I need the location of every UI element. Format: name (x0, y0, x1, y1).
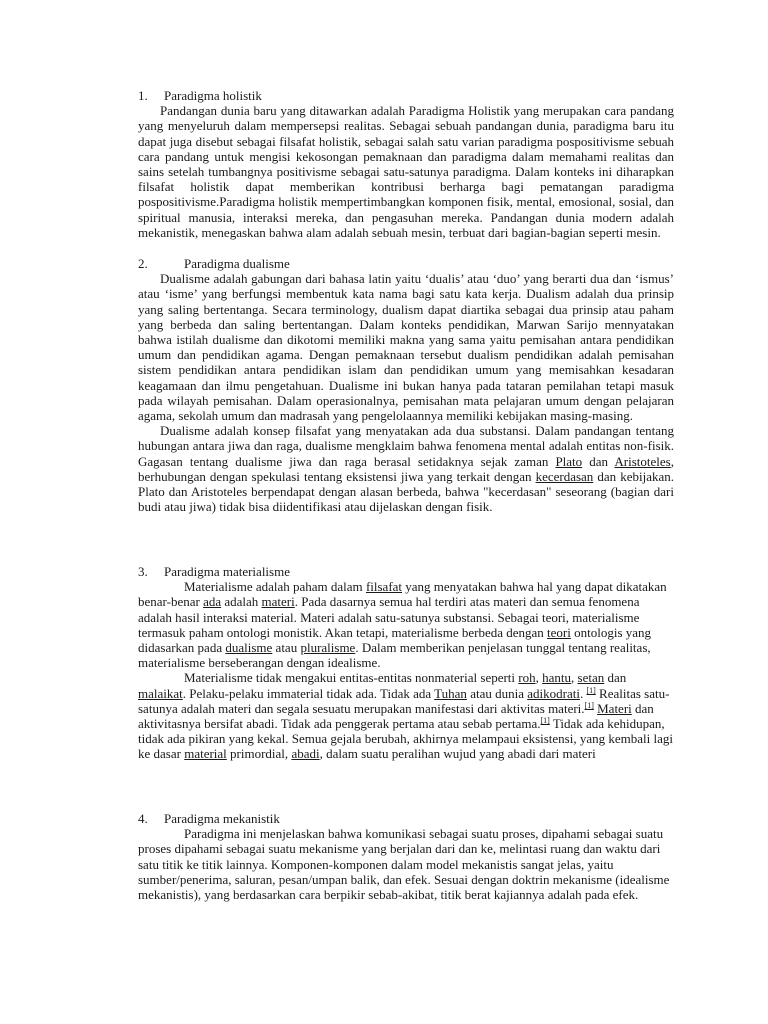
section-title: Paradigma mekanistik (164, 811, 280, 826)
link-ada[interactable]: ada (203, 594, 222, 610)
text-run: dan kebijakan. Plato dan Aristoteles berpendapat dengan alasan berbeda, bahwa "kecerdasan" seseorang (bagian dari budi atau jiwa) tidak bisa diidentifikasi atau dijelaskan dengan fisik. (138, 468, 674, 515)
section-title: Paradigma materialisme (164, 564, 290, 579)
section-heading (138, 564, 674, 579)
section-number: 2. (138, 256, 148, 271)
footnote-ref[interactable]: [1] (586, 685, 596, 695)
text-run: primordial, (226, 746, 292, 762)
text-run: Tidak ada kehidupan, tidak ada pikiran yang kekal. Semua gejala berubah, akhirnya melampaui eksistensi, yang kembali lagi ke dasar (138, 716, 673, 762)
text-run: dan (604, 670, 627, 686)
text-run: . Dalam memberikan penjelasan tunggal tentang realitas, materialisme berseberangan dengan idealisme. (138, 640, 651, 671)
text-run: Materialisme adalah paham dalam (184, 579, 366, 595)
text-run: . (579, 685, 587, 701)
text-run: adalah (221, 594, 262, 610)
section-heading (138, 811, 674, 826)
text-run: dan (582, 453, 615, 469)
footnote-ref[interactable]: [1] (584, 700, 594, 710)
footnote-ref[interactable]: [1] (540, 716, 550, 726)
section-title: Paradigma dualisme (184, 256, 290, 271)
text-run: Materialisme tidak mengakui entitas-entitas nonmaterial seperti (184, 670, 519, 686)
link-material[interactable]: material (184, 746, 227, 762)
paragraph: Paradigma ini menjelaskan bahwa komunikasi sebagai suatu proses, dipahami sebagai suatu proses dipahami sebagai suatu mekanisme yang berjalan dari dan ke, melintasi ruang dan waktu dari satu titik ke titik lainnya. Komponen-komponen dalam model mekanistis sangat jelas, yaitu sumber/penerima, saluran, pesan/umpan balik, dan efek. Sesuai dengan doktrin mekanisme (idealisme mekanistis), yang berdasarkan cara berpikir sebab-akibat, titik berat kajiannya adalah pada efek. (138, 826, 670, 903)
section-paradigma-dualisme (138, 256, 674, 514)
section-paradigma-materialisme (138, 564, 674, 762)
section-paradigma-holistik (138, 88, 674, 240)
section-title: Paradigma holistik (164, 88, 262, 103)
section-heading (138, 256, 674, 271)
link-roh[interactable]: roh (518, 670, 536, 686)
link-pluralisme[interactable]: pluralisme (300, 640, 356, 656)
text-run: dan aktivitasnya bersifat abadi. Tidak ada penggerak pertama atau sebab pertama. (138, 700, 654, 732)
link-filsafat[interactable]: filsafat (365, 579, 403, 595)
paragraph (138, 423, 674, 514)
link-malaikat[interactable]: malaikat (138, 685, 183, 701)
link-dualisme[interactable]: dualisme (225, 640, 273, 656)
link-setan[interactable]: setan (577, 670, 605, 686)
link-plato[interactable]: Plato (555, 453, 583, 469)
paragraph (138, 670, 674, 761)
section-number: 1. (138, 88, 148, 103)
link-aristoteles[interactable]: Aristoteles (614, 453, 671, 469)
text-run: atau dunia (466, 685, 528, 701)
text-run: , (571, 670, 578, 686)
text-run: . Pelaku-pelaku immaterial tidak ada. Tidak ada (182, 685, 435, 701)
link-tuhan[interactable]: Tuhan (434, 685, 467, 701)
paragraph: Pandangan dunia baru yang ditawarkan adalah Paradigma Holistik yang merupakan cara pandang yang menyeluruh dalam mempersepsi realitas. Sebagai sebuah pandangan dunia, paradigma baru itu dapat juga disebut sebagai filsafat holistik, sebagai salah satu varian paradigma pospositivisme sebuah cara pandang untuk mengisi kekosongan pemaknaan dan paradigma dalam memahami realitas dan sains setelah tumbangnya positivisme sebagai satu-satunya paradigma. Dalam konteks ini diharapkan filsafat holistik dapat memberikan kontribusi berharga bagi pematangan paradigma pospositivisme.Paradigma holistik mempertimbangkan komponen fisik, mental, emosional, sosial, dan spiritual manusia, interaksi mereka, dan pengasuhan mereka. Pandangan dunia modern adalah mekanistik, menegaskan bahwa alam adalah sebuah mesin, terbuat dari bagian-bagian seperti mesin. (138, 103, 674, 240)
text-run: Realitas satu-satunya adalah materi dan segala sesuatu merupakan manifestasi dari aktivitas materi. (138, 685, 670, 716)
link-adikodrati[interactable]: adikodrati (527, 685, 580, 701)
text-run: ontologis yang didasarkan pada (138, 624, 652, 656)
paragraph: Dualisme adalah gabungan dari bahasa latin yaitu ‘dualis’ atau ‘duo’ yang berarti dua dan ‘ismus’ atau ‘isme’ yang berfungsi membentuk kata nama bagi satu kata kerja. Dualism adalah dua prinsip yang saling bertentanga. Secara terminology, dualism dapat diartika sebagai dua prinsip atau paham yang berbeda dan saling bertentangan. Dalam konteks pendidikan, Marwan Sarijo mennyatakan bahwa istilah dualisme dan dikotomi memiliki makna yang sama yaitu pemisahan antara pendidikan umum dan pendidikan agama. Dengan pemaknaan tersebut dualism pendidikan adalah pemisahan sistem pendidikan antara pendidikan islam dan pendidikan umum yang memisahkan kesadaran keagamaan dan ilmu pengetahuan. Dualisme ini bukan hanya pada tataran pemilahan tetapi masuk pada wilayah pemisahan. Dalam operasionalnya, pemisahan mata pelajaran umum dengan pelajaran agama, sekolah umum dan madrasah yang pengelolaannya memiliki kebijakan masing-masing. (138, 271, 674, 424)
section-heading (138, 88, 674, 103)
text-run: , dalam suatu peralihan wujud yang abadi dari materi (319, 746, 596, 762)
link-hantu[interactable]: hantu (542, 670, 572, 686)
text-run: atau (272, 640, 301, 656)
section-number: 4. (138, 811, 148, 826)
link-abadi[interactable]: abadi (291, 746, 320, 762)
section-paradigma-mekanistik (138, 811, 674, 902)
text-run: , berhubungan dengan spekulasi tentang eksistensi jiwa yang terkait dengan (138, 453, 674, 484)
link-teori[interactable]: teori (547, 624, 571, 640)
link-materi-2[interactable]: Materi (597, 700, 632, 716)
link-materi[interactable]: materi (261, 594, 295, 610)
paragraph (138, 579, 674, 670)
text-run: Dualisme adalah konsep filsafat yang menyatakan ada dua substansi. Dalam pandangan tentang hubungan antara jiwa dan raga, dualisme mengklaim bahwa fenomena mental adalah entitas non-fisik. Gagasan tentang dualisme jiwa dan raga berasal setidaknya sejak zaman (138, 423, 674, 469)
text-run: yang menyatakan bahwa hal yang dapat dikatakan benar-benar (138, 579, 667, 610)
link-kecerdasan[interactable]: kecerdasan (535, 468, 594, 484)
section-number: 3. (138, 564, 148, 579)
text-run: . Pada dasarnya semua hal terdiri atas materi dan semua fenomena adalah hasil interaksi material. Materi adalah satu-satunya substansi. Sebagai teori, materialisme termasuk paham ontologi monistik. Akan tetapi, materialisme berbeda dengan (138, 594, 640, 640)
text-run: , (535, 670, 543, 686)
